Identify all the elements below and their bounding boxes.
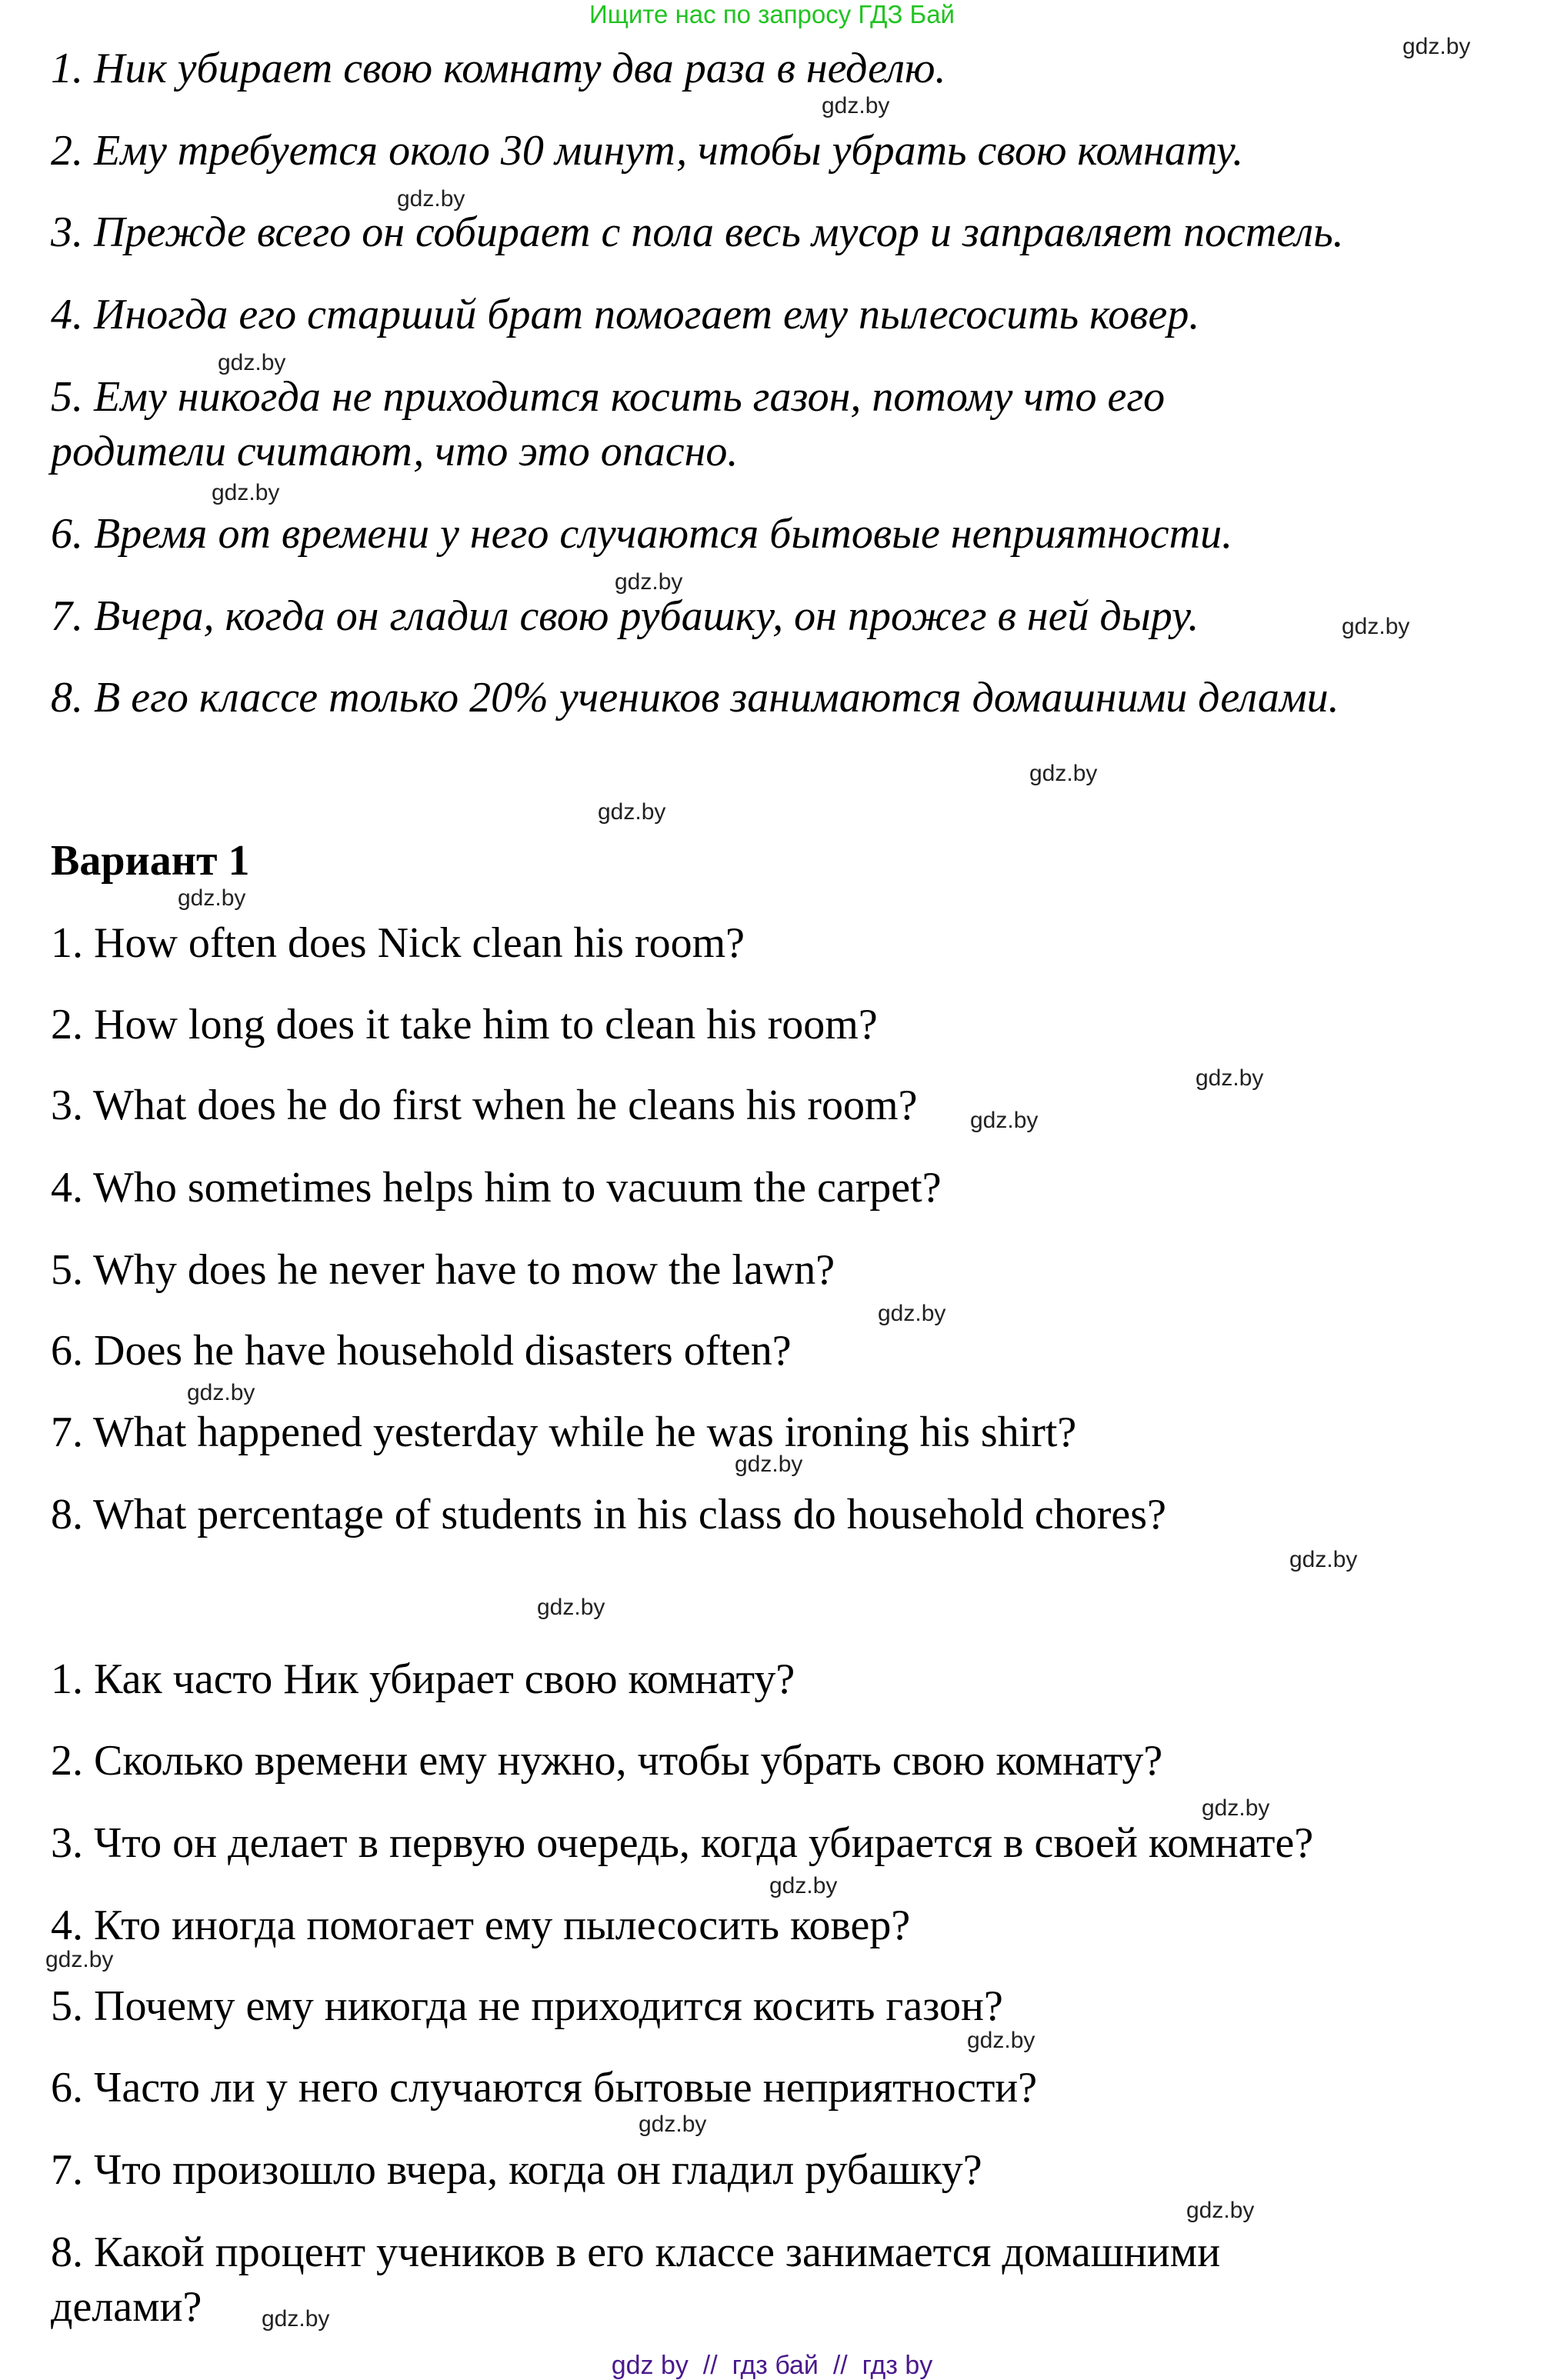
sentence: 6. Время от времени у него случаются бытовые неприятности. — [51, 510, 1233, 558]
sentence: родители считают, что это опасно. — [51, 428, 739, 475]
question: делами? — [51, 2283, 202, 2331]
question: 4. Who sometimes helps him to vacuum the carpet? — [51, 1164, 942, 1212]
question: 3. What does he do first when he cleans his room? — [51, 1082, 918, 1129]
question: 6. Does he have household disasters often? — [51, 1327, 792, 1375]
sentence: 8. В его классе только 20% учеников занимаются домашними делами. — [51, 674, 1339, 722]
question: 5. Почему ему никогда не приходится косить газон? — [51, 1982, 1003, 2030]
question: 7. What happened yesterday while he was ironing his shirt? — [51, 1408, 1077, 1456]
watermark: gdz.by — [1196, 1065, 1264, 1091]
watermark: gdz.by — [212, 480, 280, 505]
question: 3. Что он делает в первую очередь, когда убирается в своей комнате? — [51, 1819, 1314, 1867]
sentence: 4. Иногда его старший брат помогает ему пылесосить ковер. — [51, 291, 1200, 338]
watermark: gdz.by — [45, 1947, 114, 1972]
sentence: 3. Прежде всего он собирает с пола весь мусор и заправляет постель. — [51, 208, 1344, 256]
watermark: gdz.by — [1289, 1547, 1358, 1572]
sentence: 7. Вчера, когда он гладил свою рубашку, он прожег в ней дыру. — [51, 592, 1199, 640]
sentence: 2. Ему требуется около 30 минут, чтобы убрать свою комнату. — [51, 127, 1244, 175]
question: 1. Как часто Ник убирает свою комнату? — [51, 1655, 795, 1703]
watermark: gdz.by — [967, 2028, 1035, 2053]
watermark: gdz.by — [537, 1595, 605, 1620]
watermark: gdz.by — [769, 1873, 838, 1898]
watermark: gdz.by — [639, 2112, 707, 2137]
watermark: gdz.by — [615, 569, 683, 595]
watermark: gdz.by — [218, 350, 286, 375]
sentence: 1. Ник убирает свою комнату два раза в неделю. — [51, 45, 946, 92]
watermark: gdz.by — [1402, 34, 1471, 59]
sentence: 5. Ему никогда не приходится косить газон, потому что его — [51, 373, 1166, 421]
watermark: gdz.by — [187, 1380, 255, 1405]
question: 7. Что произошло вчера, когда он гладил рубашку? — [51, 2146, 982, 2194]
watermark: gdz.by — [970, 1108, 1039, 1133]
variant-heading: Вариант 1 — [51, 837, 250, 885]
watermark: gdz.by — [178, 885, 246, 911]
watermark: gdz.by — [1029, 761, 1098, 786]
watermark: gdz.by — [598, 799, 666, 825]
watermark: gdz.by — [1202, 1795, 1270, 1821]
question: 2. Сколько времени ему нужно, чтобы убрать свою комнату? — [51, 1737, 1163, 1785]
question: 4. Кто иногда помогает ему пылесосить ковер? — [51, 1902, 911, 1949]
question: 8. Какой процент учеников в его классе занимается домашними — [51, 2228, 1221, 2276]
question: 2. How long does it take him to clean his room? — [51, 1001, 878, 1048]
watermark: gdz.by — [262, 2306, 330, 2332]
question: 8. What percentage of students in his class do household chores? — [51, 1491, 1166, 1538]
watermark: gdz.by — [878, 1301, 946, 1326]
watermark: gdz.by — [822, 93, 890, 118]
question: 5. Why does he never have to mow the lawn? — [51, 1246, 835, 1294]
watermark: gdz.by — [735, 1452, 803, 1477]
footer-links: gdz by // гдз бай // гдз by — [611, 2351, 933, 2380]
watermark: gdz.by — [1186, 2198, 1255, 2223]
watermark: gdz.by — [1342, 614, 1410, 639]
search-hint-banner: Ищите нас по запросу ГДЗ Бай — [589, 0, 955, 28]
question: 6. Часто ли у него случаются бытовые неприятности? — [51, 2064, 1038, 2112]
question: 1. How often does Nick clean his room? — [51, 919, 745, 967]
watermark: gdz.by — [397, 186, 465, 212]
